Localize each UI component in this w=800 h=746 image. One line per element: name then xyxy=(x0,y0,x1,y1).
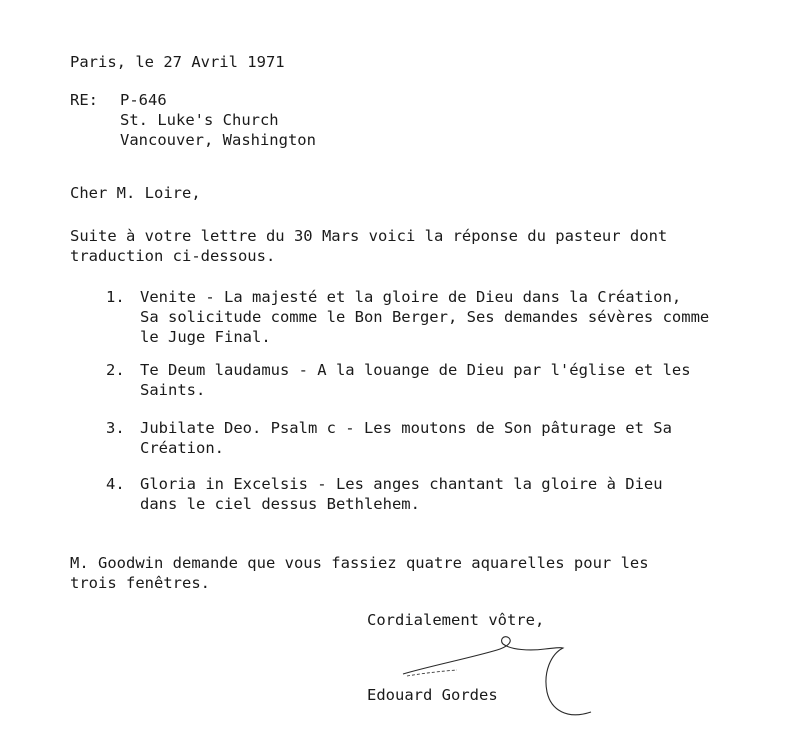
list-item-line: Sa solicitude comme le Bon Berger, Ses demandes sévères comme xyxy=(140,308,710,326)
intro-line: Suite à votre lettre du 30 Mars voici la réponse du pasteur dont xyxy=(70,227,668,245)
list-item-number: 3. xyxy=(106,419,125,437)
list-item-line: Venite - La majesté et la gloire de Dieu dans la Création, xyxy=(140,288,682,306)
list-item-line: Jubilate Deo. Psalm c - Les moutons de Son pâturage et Sa xyxy=(140,419,672,437)
list-item-line: Gloria in Excelsis - Les anges chantant la gloire à Dieu xyxy=(140,475,663,493)
list-item-line: le Juge Final. xyxy=(140,328,271,346)
intro-line: traduction ci-dessous. xyxy=(70,247,276,265)
list-item-line: Te Deum laudamus - A la louange de Dieu par l'église et les xyxy=(140,361,691,379)
closing-paragraph-line: trois fenêtres. xyxy=(70,574,210,592)
list-item-line: Création. xyxy=(140,439,224,457)
closing-salutation: Cordialement vôtre, xyxy=(367,611,545,629)
re-reference: P-646 xyxy=(120,91,167,109)
re-label: RE: xyxy=(70,91,98,109)
letter-date: Paris, le 27 Avril 1971 xyxy=(70,53,285,71)
closing-paragraph-line: M. Goodwin demande que vous fassiez quatre aquarelles pour les xyxy=(70,554,649,572)
salutation: Cher M. Loire, xyxy=(70,184,201,202)
list-item-line: Saints. xyxy=(140,381,206,399)
list-item-number: 4. xyxy=(106,475,125,493)
re-location: Vancouver, Washington xyxy=(120,131,316,149)
list-item-number: 2. xyxy=(106,361,125,379)
list-item-line: dans le ciel dessus Bethlehem. xyxy=(140,495,420,513)
signer-name: Edouard Gordes xyxy=(367,686,498,704)
list-item-number: 1. xyxy=(106,288,125,306)
handwritten-signature xyxy=(385,628,595,723)
re-church: St. Luke's Church xyxy=(120,111,279,129)
